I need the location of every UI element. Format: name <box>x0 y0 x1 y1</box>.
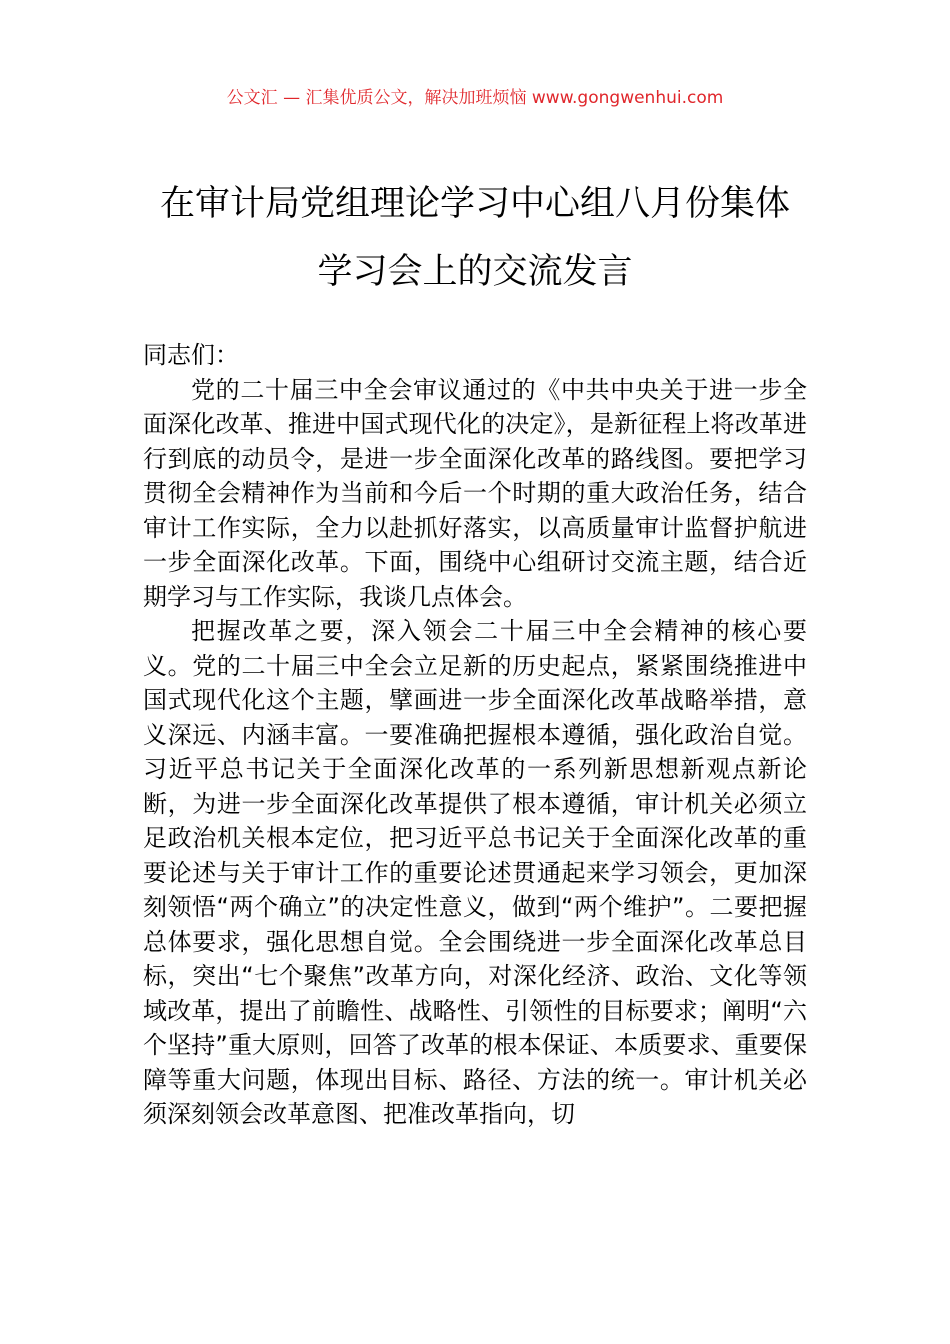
paragraph: 把握改革之要，深入领会二十届三中全会精神的核心要义。党的二十届三中全会立足新的历史起点，紧紧围绕推进中国式现代化这个主题，擘画进一步全面深化改革战略举措，意义深远、内涵丰富。一要准确把握根本遵循，强化政治自觉。习近平总书记关于全面深化改革的一系列新思想新观点新论断，为进一步全面深化改革提供了根本遵循，审计机关必须立足政治机关根本定位，把习近平总书记关于全面深化改革的重要论述与关于审计工作的重要论述贯通起来学习领会，更加深刻领悟“两个确立”的决定性意义，做到“两个维护”。二要把握总体要求，强化思想自觉。全会围绕进一步全面深化改革总目标，突出“七个聚焦”改革方向，对深化经济、政治、文化等领域改革，提出了前瞻性、战略性、引领性的目标要求；阐明“六个坚持”重大原则，回答了改革的根本保证、本质要求、重要保障等重大问题，体现出目标、路径、方法的统一。审计机关必须深刻领会改革意图、把准改革指向，切 <box>143 617 807 1128</box>
document-title <box>80 170 870 306</box>
document-body <box>143 338 807 1132</box>
watermark-header[interactable]: 公文汇 — 汇集优质公文，解决加班烦恼 www.gongwenhui.com <box>226 88 724 108</box>
paragraph: 党的二十届三中全会审议通过的《中共中央关于进一步全面深化改革、推进中国式现代化的决定》，是新征程上将改革进行到底的动员令，是进一步全面深化改革的路线图。要把学习贯彻全会精神作为当前和今后一个时期的重大政治任务，结合审计工作实际，全力以赴抓好落实，以高质量审计监督护航进一步全面深化改革。下面，围绕中心组研讨交流主题，结合近期学习与工作实际，我谈几点体会。 <box>143 375 807 611</box>
title-line-1: 在审计局党组理论学习中心组八月份集体 <box>159 184 790 224</box>
title-line-2: 学习会上的交流发言 <box>317 252 633 292</box>
greeting: 同志们： <box>143 341 239 369</box>
